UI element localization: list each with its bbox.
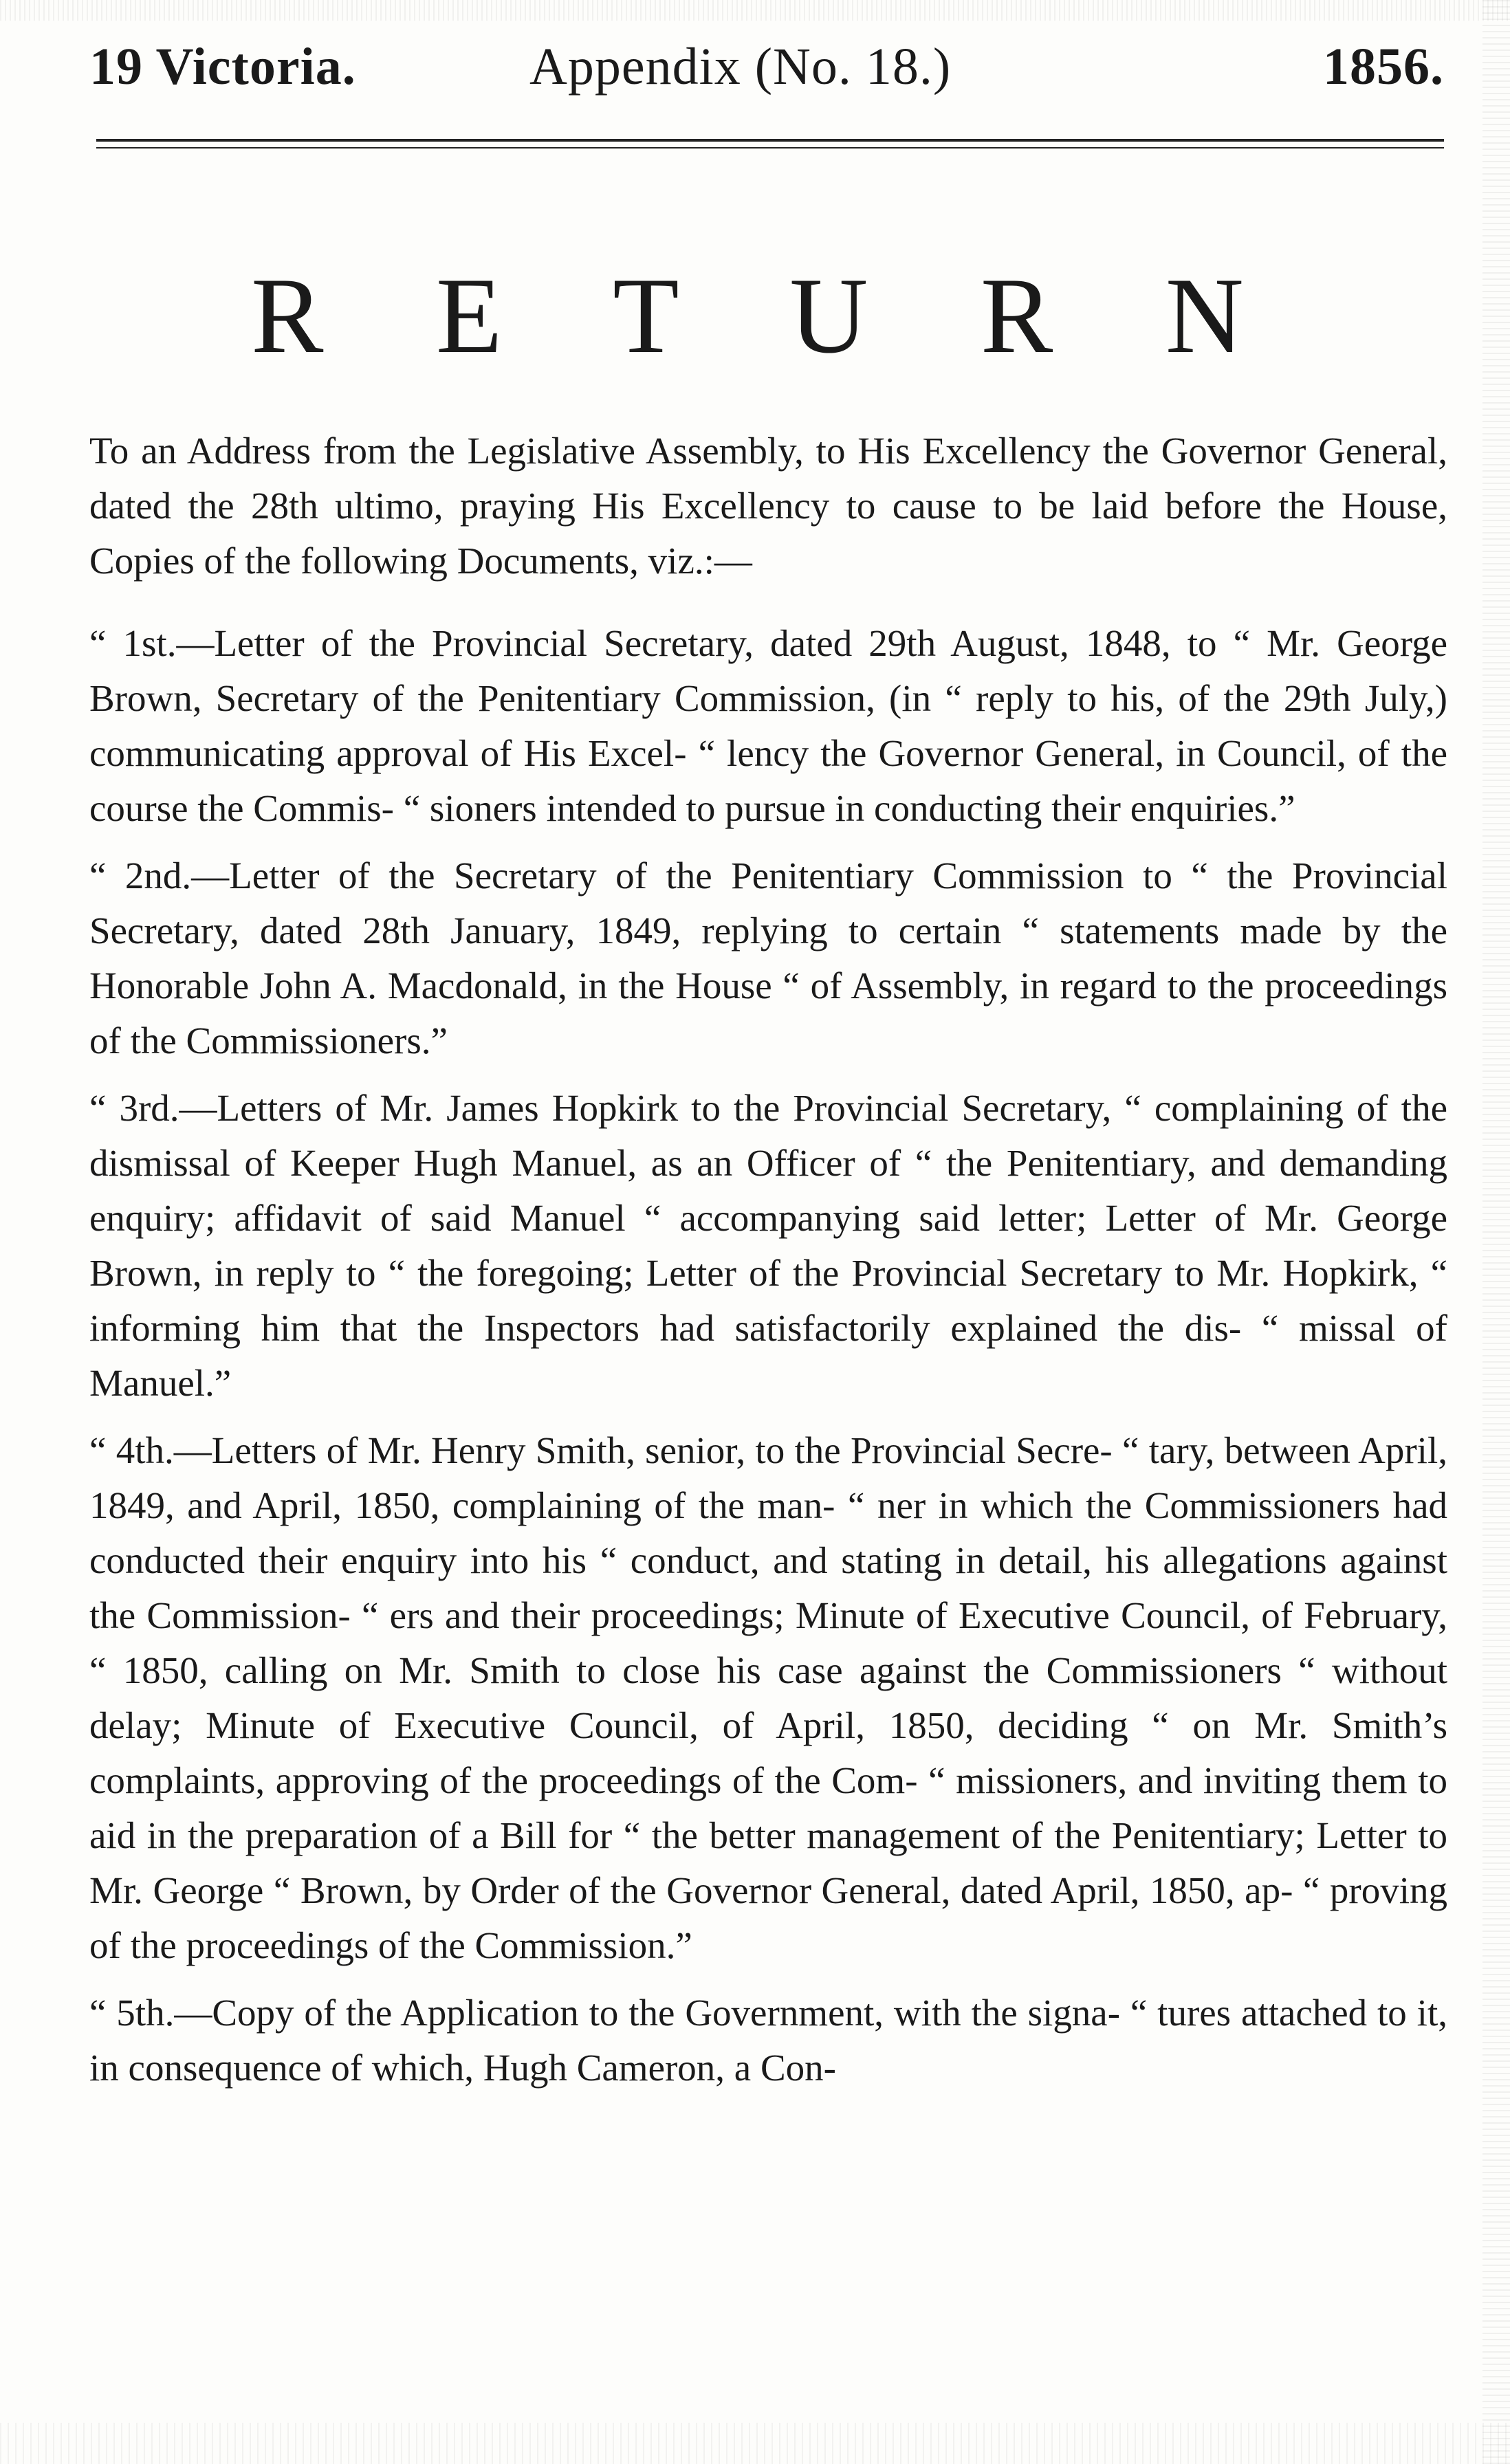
document-item-2: “ 2nd.—Letter of the Secretary of the Penitentiary Commission to “ the Provincial Secretary, dated 28th January, 1849, replying to certain “ statements made by the Honorable John A. Macdonald, in the House “ of Assembly, in regard to the proceedings of the Commissioners.” [89,855,1447,1062]
document-item-5: “ 5th.—Copy of the Application to the Government, with the signa- “ tures attached to it, in consequence of which, Hugh Cameron, a Con- [89,1992,1447,2089]
header-rule-thin [96,147,1444,148]
header-year: 1856. [1323,38,1444,96]
running-header [89,29,1444,104]
header-session: 19 Victoria. [89,38,356,96]
document-body [89,424,1447,2108]
scan-noise-bottom [0,2423,1510,2464]
document-item-3: “ 3rd.—Letters of Mr. James Hopkirk to the Provincial Secretary, “ complaining of the dismissal of Keeper Hugh Manuel, as an Officer of “ the Penitentiary, and demanding enquiry; affidavit of said Manuel “ accompanying said letter; Letter of Mr. George Brown, in reply to “ the foregoing; Letter of the Provincial Secretary to Mr. Hopkirk, “ informing him that the Inspectors had satisfactorily explained the dis- “ missal of Manuel.” [89,1087,1447,1404]
header-rule-thick [96,139,1444,142]
document-item-4: “ 4th.—Letters of Mr. Henry Smith, senior, to the Provincial Secre- “ tary, between April, 1849, and April, 1850, complaining of the man- “ ner in which the Commissioners had conducted their enquiry into his “ conduct, and stating in detail, his allegations against the Commission- “ ers and their proceedings; Minute of Executive Council, of February, “ 1850, calling on Mr. Smith to close his case against the Commissioners “ without delay; Minute of Executive Council, of April, 1850, deciding “ on Mr. Smith’s complaints, approving of the proceedings of the Com- “ missioners, and inviting them to aid in the preparation of a Bill for “ the better management of the Penitentiary; Letter to Mr. George “ Brown, by Order of the Governor General, dated April, 1850, ap- “ proving of the proceedings of the Commission.” [89,1429,1447,1966]
page-title: R E T U R N [251,256,1287,376]
scan-noise-top [0,0,1510,21]
header-appendix: Appendix (No. 18.) [529,38,952,96]
document-item-1: “ 1st.—Letter of the Provincial Secretary, dated 29th August, 1848, to “ Mr. George Brown, Secretary of the Penitentiary Commission, (in “ reply to his, of the 29th July,) communicating approval of His Excel- “ lency the Governor General, in Council, of the course the Commis- “ sioners intended to pursue in conducting their enquiries.” [89,622,1447,829]
intro-paragraph: To an Address from the Legislative Assembly, to His Excellency the Governor General, dated the 28th ultimo, praying His Excellency to cause to be laid before the House, Copies of the following Documents, viz.:— [89,430,1447,582]
